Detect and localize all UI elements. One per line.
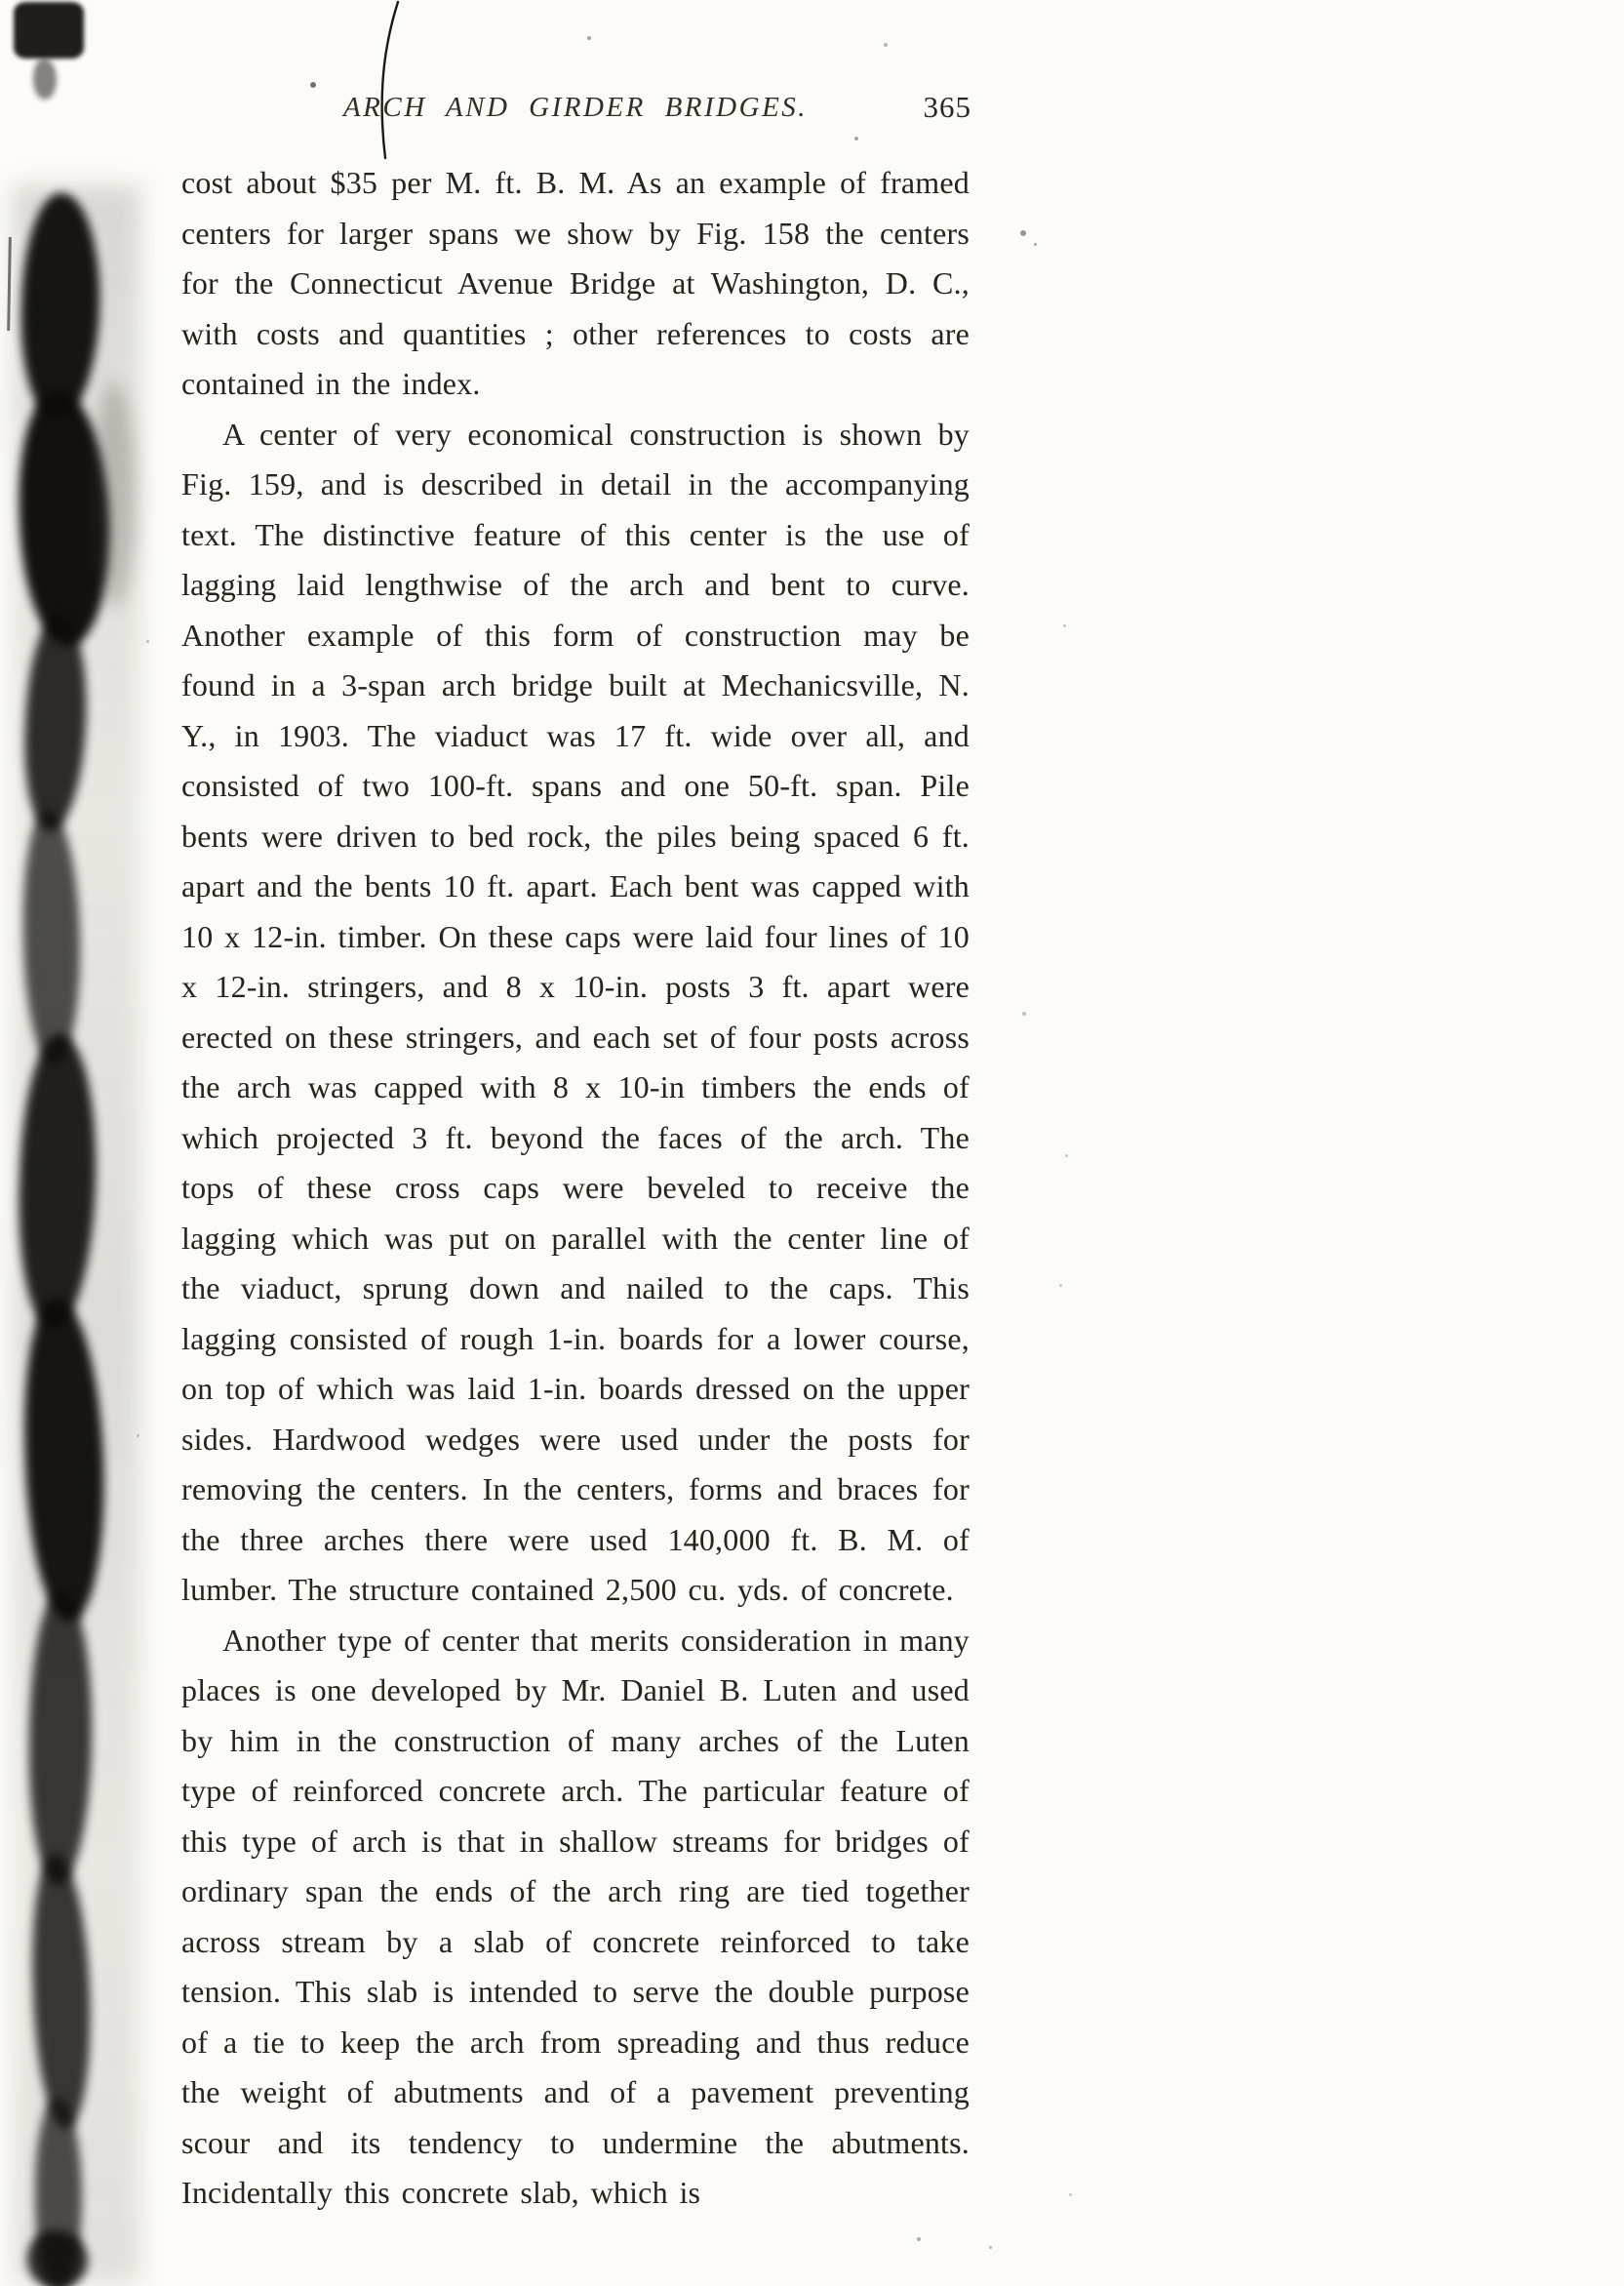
- text-column: [181, 92, 970, 2219]
- scan-binding-halo: [14, 185, 140, 2283]
- running-header-title: ARCH AND GIRDER BRIDGES.: [342, 92, 809, 123]
- body-paragraph: Another type of center that merits consideration in many places is one developed by Mr. Daniel B. Luten and used by him in the construction of many arches of the Luten type of reinforced concrete arch. The particular feature of this type of arch is that in shallow streams for bridges of ordinary span the ends of the arch ring are tied together across stream by a slab of concrete reinforced to take tension. This slab is intended to serve the double purpose of a tie to keep the arch from spreading and thus reduce the weight of abutments and of a pavement preventing scour and its tendency to undermine the abutments. Incidentally this concrete slab, which is: [181, 1622, 970, 2210]
- body-paragraph: A center of very economical construction is shown by Fig. 159, and is described in detail in the accompanying text. The distinctive feature of this center is the use of lagging laid lengthwise of the arch and bent to curve. Another example of this form of construction may be found in a 3-span arch bridge built at Mechanicsville, N. Y., in 1903. The viaduct was 17 ft. wide over all, and consisted of two 100-ft. spans and one 50-ft. span. Pile bents were driven to bed rock, the piles being spaced 6 ft. apart and the bents 10 ft. apart. Each bent was capped with 10 x 12-in. timber. On these caps were laid four lines of 10 x 12-in. stringers, and 8 x 10-in. posts 3 ft. apart were erected on these stringers, and each set of four posts across the arch was capped with 8 x 10-in timbers the ends of which projected 3 ft. beyond the faces of the arch. The tops of these cross caps were beveled to receive the lagging which was put on parallel with the center line of the viaduct, sprung down and nailed to the caps. This lagging consisted of rough 1-in. boards for a lower course, on top of which was laid 1-in. boards dressed on the upper sides. Hardwood wedges were used under the posts for removing the centers. In the centers, forms and braces for the three arches there were used 140,000 ft. B. M. of lumber. The structure contained 2,500 cu. yds. of concrete.: [181, 416, 970, 1607]
- page-number: 365: [923, 90, 971, 124]
- scan-stray-line: [7, 237, 12, 331]
- body-paragraph: cost about $35 per M. ft. B. M. As an example of framed centers for larger spans we show by Fig. 158 the centers for the Connecticut Avenue Bridge at Washington, D. C., with costs and quantities ; other references to costs are contained in the index.: [181, 165, 970, 401]
- running-header-row: [181, 92, 970, 139]
